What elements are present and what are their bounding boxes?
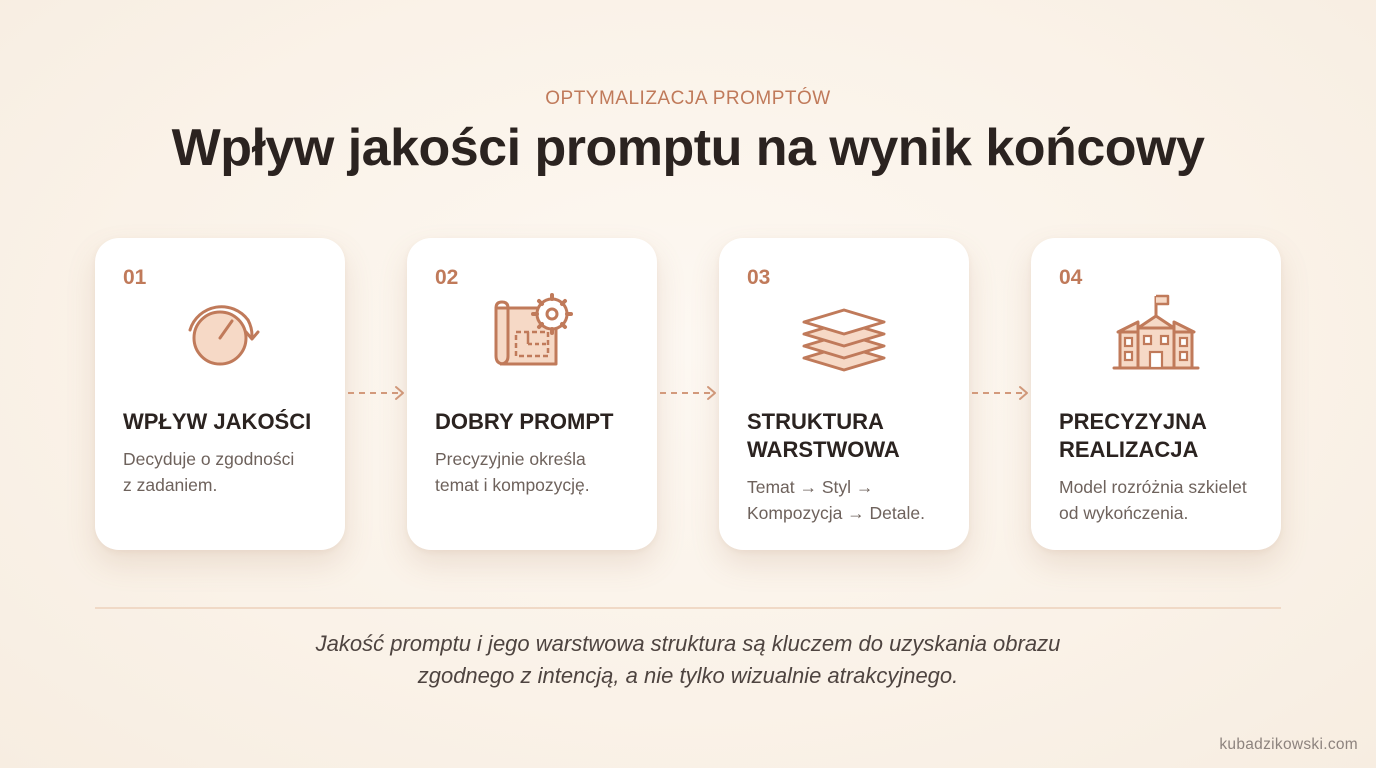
step-number: 03 [747,266,771,289]
step-title-line: PRECYZYJNA [1059,409,1207,434]
site-credit: kubadzikowski.com [1219,736,1358,753]
step-description [123,446,331,498]
step-title-line: STRUKTURA [747,409,884,434]
step-number: 01 [123,266,147,289]
circular-gauge-icon [95,292,345,376]
step-description-line: z zadaniem. [123,475,218,495]
step-description-line: Temat → Styl → [747,477,874,497]
step-description-line: Model rozróżnia szkielet [1059,477,1247,497]
step-title: DOBRY PROMPT [435,409,614,434]
step-card-1 [95,238,345,550]
step-description-line: Kompozycja → Detale. [747,503,925,523]
step-description-line: Precyzyjnie określa [435,449,586,469]
step-title-line: WARSTWOWA [747,437,900,462]
step-title [1059,408,1261,464]
step-number: 04 [1059,266,1083,289]
arrow-connector [970,384,1032,402]
building-flag-icon [1031,292,1281,376]
page-title: Wpływ jakości promptu na wynik końcowy [171,119,1205,177]
step-description-line: temat i kompozycję. [435,475,590,495]
layers-icon [719,292,969,376]
arrow-connector [346,384,408,402]
step-description [435,446,643,498]
step-description-line: Decyduje o zgodności [123,449,295,469]
step-title [747,408,949,464]
blueprint-gear-icon [407,292,657,376]
kicker: OPTYMALIZACJA PROMPTÓW [545,88,831,109]
step-description [747,474,955,526]
summary-line: Jakość promptu i jego warstwowa struktura są kluczem do uzyskania obrazu [315,631,1061,656]
step-card-4 [1031,238,1281,550]
step-description [1059,474,1267,526]
step-description-line: od wykończenia. [1059,503,1189,523]
step-card-2 [407,238,657,550]
summary-text [0,628,1376,692]
arrow-connector [658,384,720,402]
step-number: 02 [435,266,459,289]
step-title-line: REALIZACJA [1059,437,1199,462]
summary-line: zgodnego z intencją, a nie tylko wizualnie atrakcyjnego. [417,663,959,688]
divider [95,607,1281,609]
step-card-3 [719,238,969,550]
step-title: WPŁYW JAKOŚCI [123,409,312,434]
